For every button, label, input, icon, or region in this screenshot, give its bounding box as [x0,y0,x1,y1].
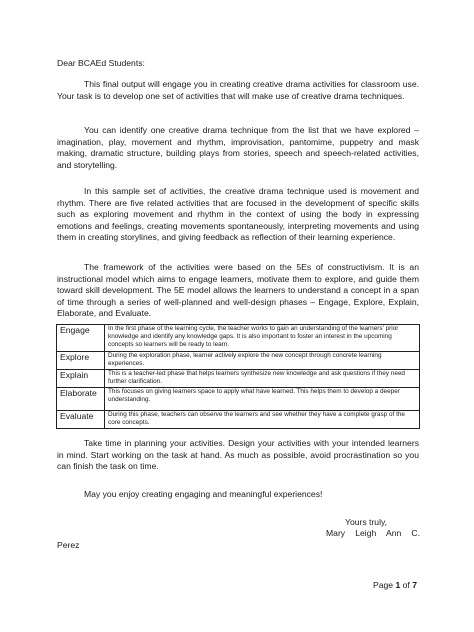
paragraph-planning: Take time in planning your activities. Design your activities with your intended learners in mind. Start working on the task at hand. As much as possible, avoid procrastination so you can finish the task on time. [57,438,419,472]
phase-description: This focuses on giving learners space to apply what have learned. This helps them to develop a deeper understanding. [105,388,420,411]
of-word: of [402,580,410,590]
signer-name: Mary Leigh Ann C. [326,528,420,538]
5e-phases-table [56,324,420,429]
phase-name: Engage [57,325,105,352]
salutation: Dear BCAEd Students: [57,58,145,68]
paragraph-framework: The framework of the activities were based on the 5Es of constructivism. It is an instructional model which aims to engage learners, motivate them to explore, and guide them toward skill development. The 5E model allows the learners to understand a concept in a span of time through a series of well-planned and well-design phases – Engage, Explore, Explain, Elaborate, and Evaluate. [57,262,419,319]
paragraph-techniques: You can identify one creative drama technique from the list that we have explored – imagination, play, movement and rhythm, improvisation, pantomime, puppetry and mask making, dramatic structure, building plays from stories, speech and speech-related activities, and storytelling. [57,125,419,170]
table-row [57,352,420,370]
table-row [57,411,420,429]
paragraph-intro: This final output will engage you in creating creative drama activities for classroom use. Your task is to develop one set of activities that will make use of creative drama techniques. [57,79,419,101]
current-page: 1 [395,580,401,590]
phase-description: This is a teacher-led phase that helps learners synthesize new knowledge and ask questions if they need further clarification. [105,370,420,388]
signer-name-continued: Perez [57,540,80,550]
phase-name: Explain [57,370,105,388]
table-row [57,370,420,388]
phase-description: During the exploration phase, learner actively explore the new concept through concrete learning experiences. [105,352,420,370]
phase-name: Elaborate [57,388,105,411]
page-word: Page [373,580,394,590]
paragraph-wishes: May you enjoy creating engaging and meaningful experiences! [84,489,323,499]
closing: Yours truly, [345,517,388,527]
paragraph-sample: In this sample set of activities, the creative drama technique used is movement and rhythm. There are five related activities that are focused in the development of specific skills such as exploring movement and rhythm in the context of using the body in expressing emotions and feelings, creating movements spontaneously, interpreting movements and using them in creating storylines, and giving feedback as reflection of their learning experience. [57,186,419,243]
phase-description: During this phase, teachers can observe the learners and see whether they have a complete grasp of the core concepts. [105,411,420,429]
page-number [373,580,417,591]
phase-name: Evaluate [57,411,105,429]
table-row [57,388,420,411]
phase-description: In the first phase of the learning cycle, the teacher works to gain an understanding of the learners' prior knowledge and identify any knowledge gaps. It is also important to foster an interest in the upcoming concepts so learners will be ready to learn. [105,325,420,352]
phase-name: Explore [57,352,105,370]
total-pages: 7 [412,580,417,590]
table-row [57,325,420,352]
